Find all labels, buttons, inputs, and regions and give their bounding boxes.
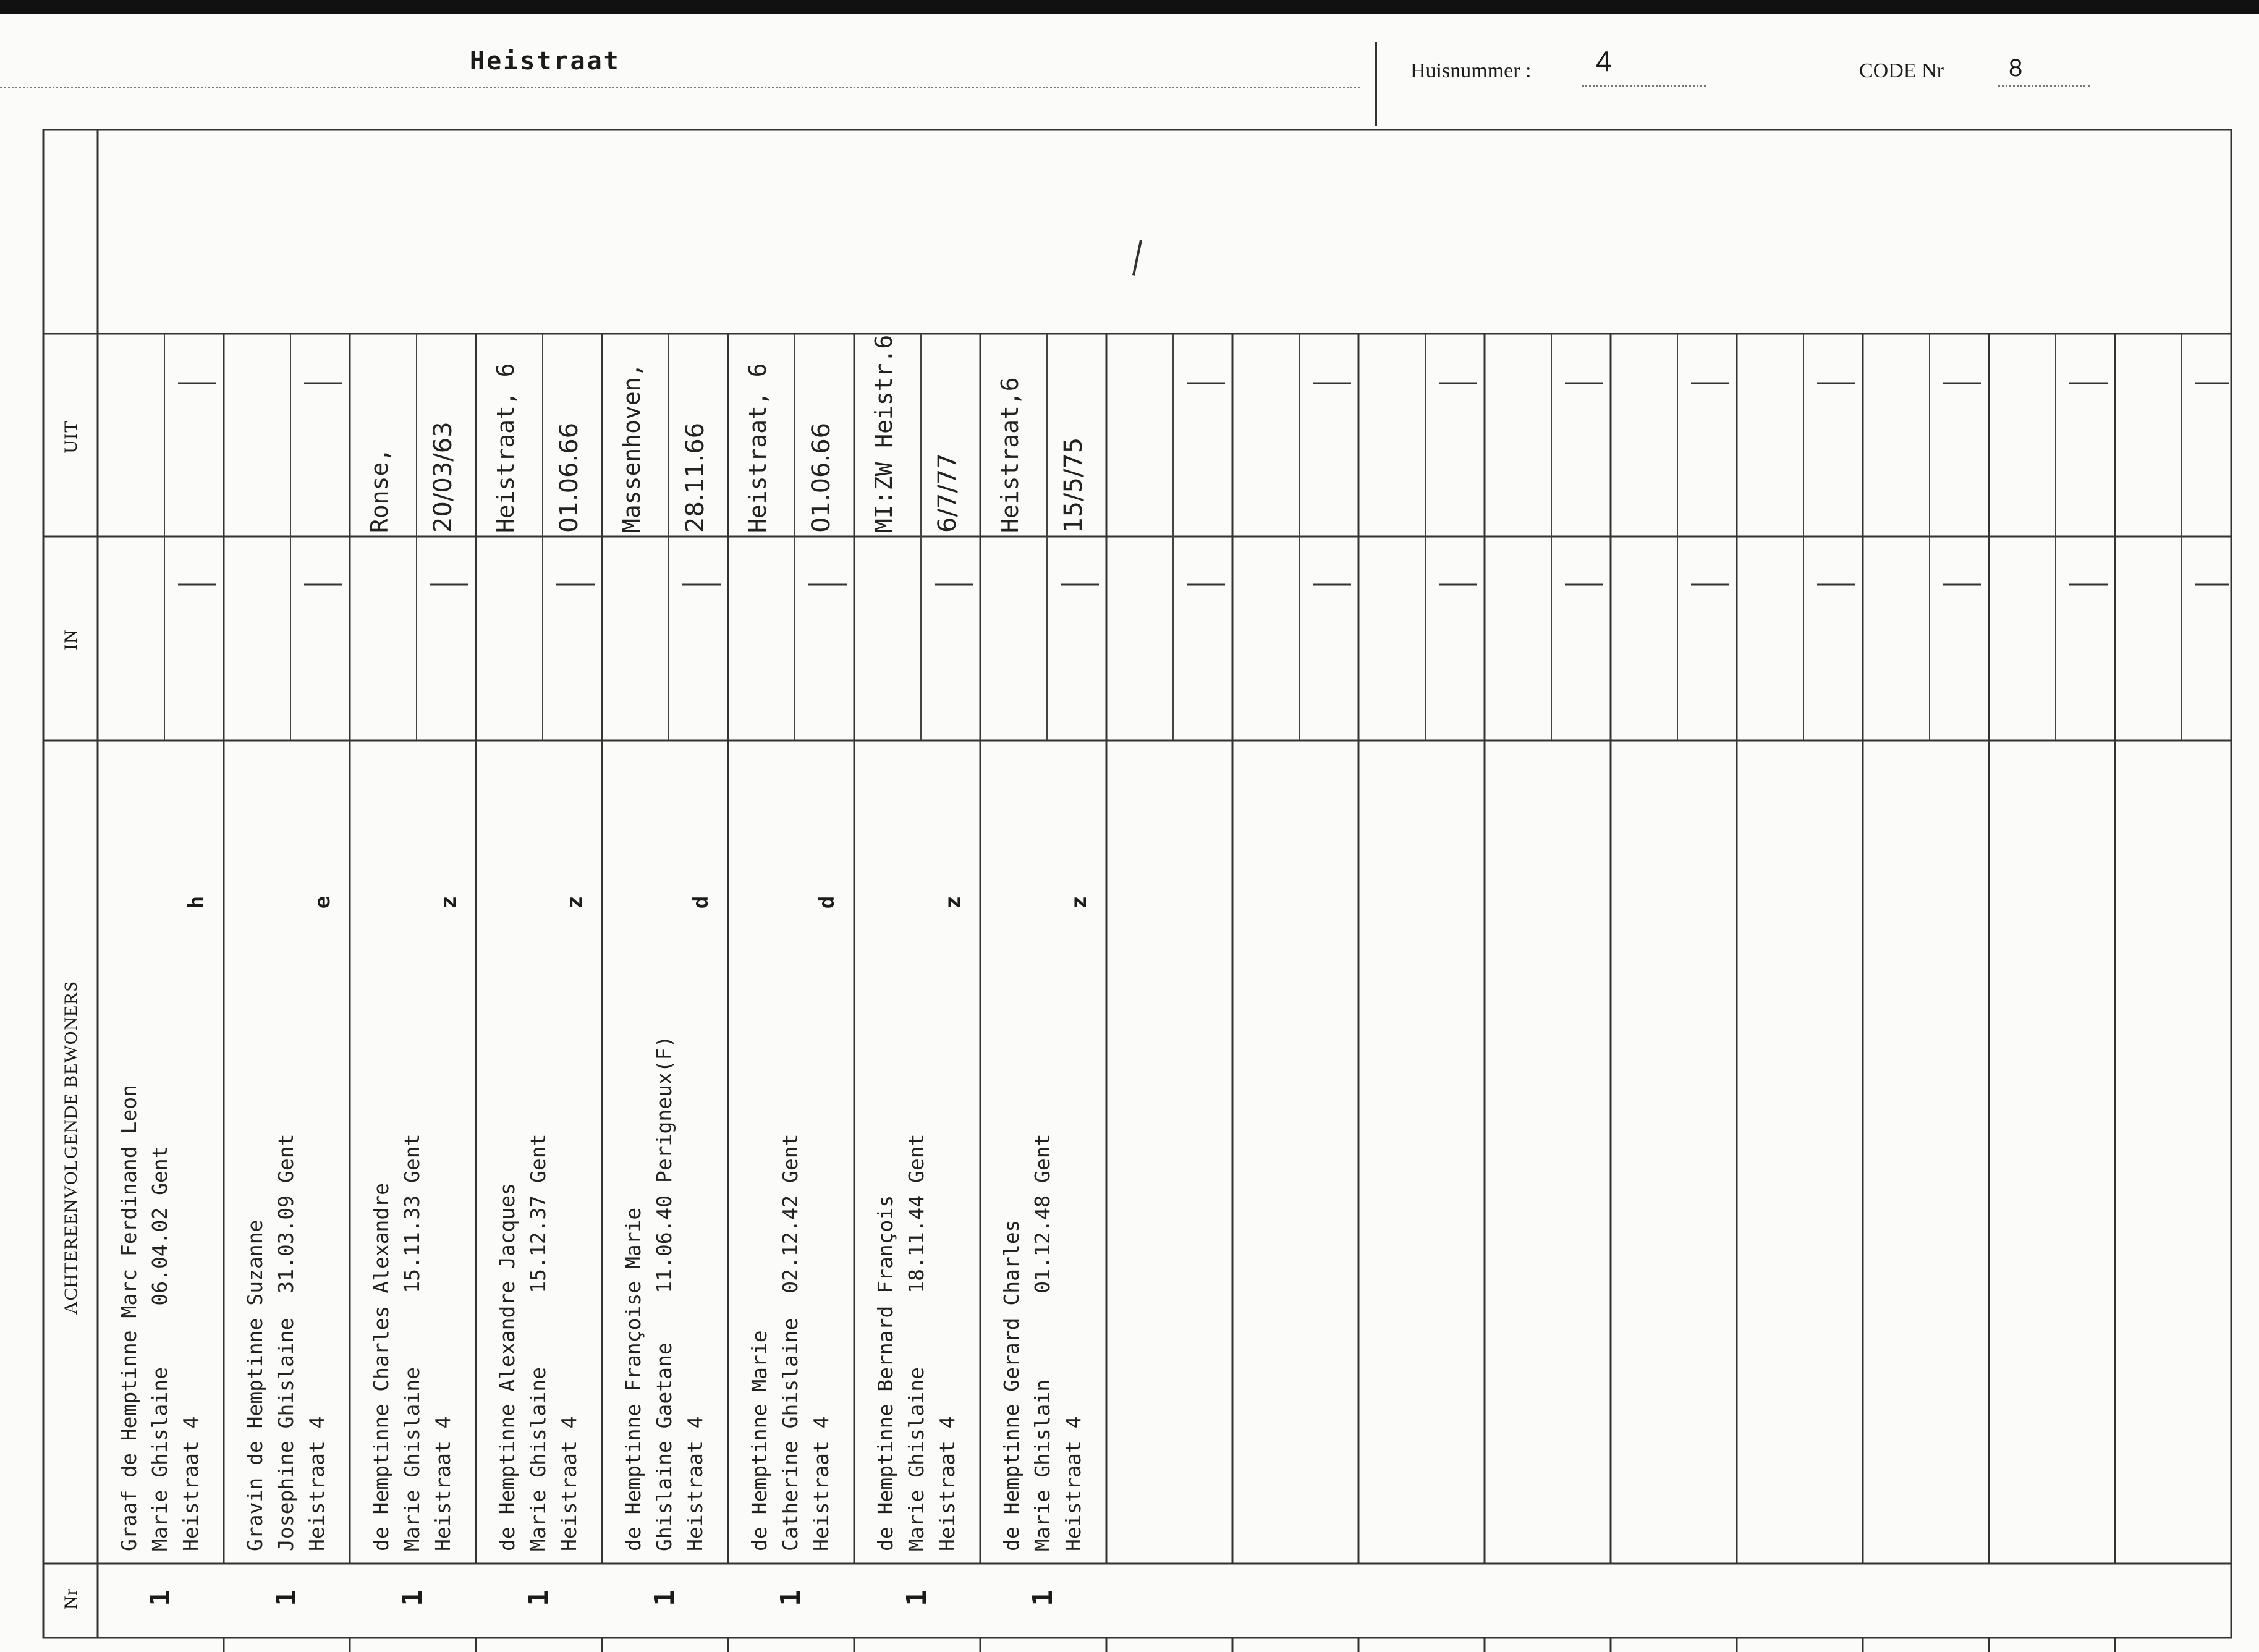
resident-entry xyxy=(366,773,462,1551)
resident-line: Heistraat 4 xyxy=(179,1416,203,1551)
resident-entry xyxy=(870,773,966,1551)
resident-line: de Hemptinne Bernard François xyxy=(873,1195,897,1551)
resident-line: Josephine Ghislaine 31.03.09 Gent xyxy=(274,1133,298,1551)
resident-line: Gravin de Hemptinne Suzanne xyxy=(243,1219,267,1551)
resident-gender: h xyxy=(184,896,210,909)
resident-line: Heistraat 4 xyxy=(557,1416,581,1551)
code-value: 8 xyxy=(2009,54,2023,82)
resident-entry xyxy=(114,773,206,1551)
resident-nr: 1 xyxy=(648,1590,680,1606)
house-number-label: Huisnummer : xyxy=(1410,59,1532,82)
resident-line: Catherine Ghislaine 02.12.42 Gent xyxy=(778,1133,802,1551)
resident-entry xyxy=(618,773,714,1551)
uit-place: MI:ZW Heistr.6 xyxy=(870,334,897,533)
uit-date: 6/7/77 xyxy=(933,453,962,533)
resident-nr: 1 xyxy=(144,1590,176,1606)
resident-gender: d xyxy=(815,896,840,909)
resident-line: Marie Ghislaine 18.11.44 Gent xyxy=(904,1133,928,1551)
resident-nr: 1 xyxy=(522,1590,554,1606)
uit-date: 20/03/63 xyxy=(429,421,457,533)
resident-line: Marie Ghislaine 15.12.37 Gent xyxy=(526,1133,550,1551)
resident-nr: 1 xyxy=(270,1590,302,1606)
resident-line: Heistraat 4 xyxy=(305,1416,329,1551)
uit-date: 15/5/75 xyxy=(1059,437,1088,533)
resident-line: Marie Ghislain 01.12.48 Gent xyxy=(1030,1133,1054,1551)
label-nr: Nr xyxy=(61,1588,81,1609)
uit-place: Heistraat, 6 xyxy=(492,363,519,533)
uit-date: 01.06.66 xyxy=(807,422,836,533)
pen-mark xyxy=(1132,240,1142,276)
resident-gender: d xyxy=(689,896,714,909)
resident-line: Graaf de Hemptinne Marc Ferdinand Leon xyxy=(117,1085,141,1551)
uit-place: Massenhoven, xyxy=(618,363,645,533)
street-dotted-line xyxy=(0,87,1360,88)
resident-line: de Hemptinne Françoise Marie xyxy=(621,1207,645,1551)
resident-line: Heistraat 4 xyxy=(809,1416,833,1551)
label-uit: UIT xyxy=(61,420,81,454)
resident-entry xyxy=(744,773,840,1551)
top-edge-bar xyxy=(0,0,2259,14)
uit-date: 28.11.66 xyxy=(681,422,710,533)
resident-entry xyxy=(492,773,588,1551)
resident-nr: 1 xyxy=(396,1590,428,1606)
label-residents: ACHTEREENVOLGENDE BEWONERS xyxy=(61,980,81,1315)
resident-nr: 1 xyxy=(774,1590,807,1606)
street-name: Heistraat xyxy=(470,47,621,75)
resident-line: Ghislaine Gaetane 11.06.40 Perigneux(F) xyxy=(652,1035,676,1551)
house-number-dotted-line xyxy=(1582,85,1706,87)
resident-line: Heistraat 4 xyxy=(935,1416,959,1551)
header-separator xyxy=(1375,42,1377,126)
resident-gender: z xyxy=(562,896,588,909)
house-number-value: 4 xyxy=(1596,45,1612,77)
resident-line: de Hemptinne Charles Alexandre xyxy=(369,1182,393,1551)
resident-entry xyxy=(996,773,1092,1551)
resident-line: de Hemptinne Marie xyxy=(747,1330,771,1551)
resident-gender: z xyxy=(436,896,462,909)
resident-gender: z xyxy=(1067,896,1092,909)
resident-gender: e xyxy=(310,896,336,909)
resident-gender: z xyxy=(941,896,966,909)
code-label: CODE Nr xyxy=(1859,59,1944,82)
resident-line: Heistraat 4 xyxy=(1061,1416,1085,1551)
resident-line: Heistraat 4 xyxy=(683,1416,707,1551)
uit-place: Heistraat, 6 xyxy=(744,363,771,533)
uit-place: Ronse, xyxy=(366,447,393,533)
uit-date: 01.06.66 xyxy=(555,422,583,533)
resident-line: de Hemptinne Gerard Charles xyxy=(999,1219,1024,1551)
resident-line: de Hemptinne Alexandre Jacques xyxy=(495,1182,519,1551)
resident-nr: 1 xyxy=(1027,1590,1059,1606)
uit-place: Heistraat,6 xyxy=(996,377,1024,533)
resident-entry xyxy=(240,773,336,1551)
code-dotted-line xyxy=(1998,85,2090,87)
resident-nr: 1 xyxy=(901,1590,933,1606)
label-in: IN xyxy=(61,629,81,650)
resident-line: Marie Ghislaine 06.04.02 Gent xyxy=(148,1146,172,1551)
resident-line: Marie Ghislaine 15.11.33 Gent xyxy=(400,1133,424,1551)
resident-line: Heistraat 4 xyxy=(431,1416,455,1551)
